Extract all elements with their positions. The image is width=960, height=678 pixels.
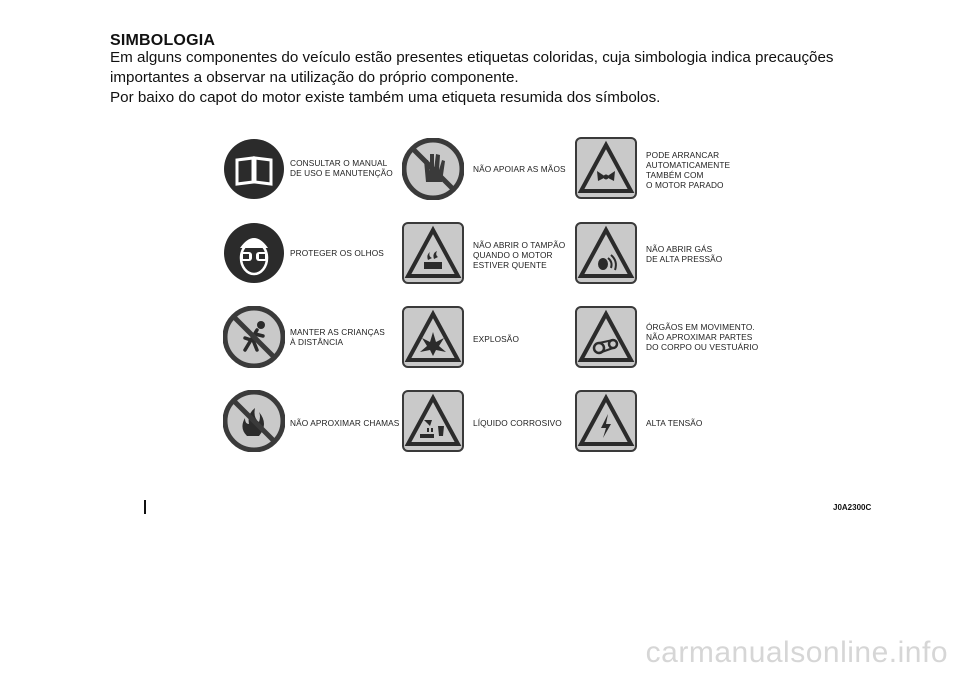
symbol-label: ALTA TENSÃO [646,418,703,428]
page-margin-bar [144,500,146,514]
symbol-label: MANTER AS CRIANÇAS À DISTÂNCIA [290,327,385,347]
symbol-label: ÓRGÃOS EM MOVIMENTO. NÃO APROXIMAR PARTES DO CORPO OU VESTUÁRIO [646,322,759,352]
symbol-label: NÃO ABRIR GÁS DE ALTA PRESSÃO [646,244,723,264]
symbol-label: LÍQUIDO CORROSIVO [473,418,562,428]
symbol-label: PROTEGER OS OLHOS [290,248,384,258]
symbol-label: NÃO ABRIR O TAMPÃO QUANDO O MOTOR ESTIVER QUENTE [473,240,566,270]
no-flames-icon [223,390,285,452]
hood-label-paragraph: Por baixo do capot do motor existe também uma etiqueta resumida dos símbolos. [110,89,661,106]
explosion-icon [402,306,464,368]
no-children-icon [223,306,285,368]
symbol-label: CONSULTAR O MANUAL DE USO E MANUTENÇÃO [290,158,393,178]
high-voltage-icon [575,390,637,452]
symbol-label: NÃO APOIAR AS MÃOS [473,164,566,174]
symbol-label: NÃO APROXIMAR CHAMAS [290,418,400,428]
moving-parts-icon [575,306,637,368]
figure-reference: J0A2300C [833,503,872,512]
eye-protection-icon [223,222,285,284]
fan-warning-icon [575,137,637,199]
watermark: carmanualsonline.info [645,636,948,669]
symbol-label: EXPLOSÃO [473,334,519,344]
intro-paragraph: Em alguns componentes do veículo estão presentes etiquetas coloridas, cuja simbologia indica precauções importantes a observar na utilização do próprio componente. [110,49,834,86]
hot-cap-warning-icon [402,222,464,284]
corrosive-liquid-icon [402,390,464,452]
no-hands-icon [402,138,464,200]
section-heading: SIMBOLOGIA [110,32,216,49]
high-pressure-gas-icon [575,222,637,284]
symbol-label: PODE ARRANCAR AUTOMATICAMENTE TAMBÉM COM O MOTOR PARADO [646,150,731,190]
manual-book-icon [223,138,285,200]
